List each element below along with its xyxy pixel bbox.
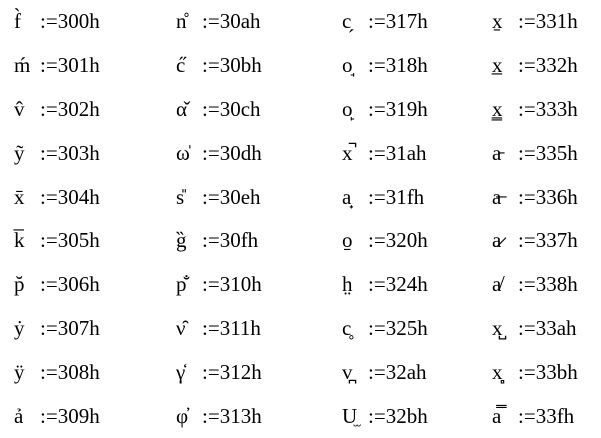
diacritic-symbol: f̀ — [14, 9, 21, 34]
hex-code: 301h — [57, 53, 100, 78]
table-cell — [328, 263, 478, 307]
hex-code: 313h — [219, 403, 262, 428]
diacritic-symbol: U̫ — [342, 403, 358, 428]
hex-code: 331h — [535, 9, 578, 34]
table-cell — [162, 350, 328, 394]
table-cell — [0, 394, 162, 438]
assign-operator: := — [368, 228, 386, 253]
assign-operator: := — [202, 9, 220, 34]
hex-code: 305h — [57, 228, 100, 253]
table-cell — [478, 307, 601, 351]
table-cell — [328, 175, 478, 219]
assign-operator: := — [368, 272, 386, 297]
table-cell — [0, 219, 162, 263]
table-cell — [328, 131, 478, 175]
table-cell — [0, 0, 162, 44]
diacritic-symbol: h̤ — [342, 272, 353, 297]
table-cell — [162, 131, 328, 175]
assign-operator: := — [368, 359, 386, 384]
assign-operator: := — [40, 359, 58, 384]
assign-operator: := — [202, 403, 220, 428]
hex-code: 30dh — [219, 140, 262, 165]
table-cell — [328, 394, 478, 438]
hex-code: 335h — [535, 140, 578, 165]
assign-operator: := — [40, 53, 58, 78]
table-cell — [0, 263, 162, 307]
assign-operator: := — [202, 272, 220, 297]
diacritic-symbol: c̗ — [342, 9, 352, 34]
hex-code: 308h — [57, 359, 100, 384]
table-cell — [162, 219, 328, 263]
hex-code: 311h — [219, 315, 261, 340]
hex-code: 312h — [219, 359, 262, 384]
diacritic-symbol: g̏ — [176, 228, 187, 253]
hex-code: 33ah — [535, 315, 577, 340]
hex-code: 300h — [57, 9, 100, 34]
table-cell — [162, 0, 328, 44]
table-cell — [162, 263, 328, 307]
diacritic-symbol: o̘ — [342, 53, 353, 78]
table-cell — [162, 44, 328, 88]
hex-code: 317h — [385, 9, 428, 34]
hex-code: 310h — [219, 272, 262, 297]
table-cell — [0, 307, 162, 351]
diacritic-symbol: c̥ — [342, 315, 352, 340]
diacritic-symbol: a̸ — [492, 272, 502, 297]
table-cell — [162, 394, 328, 438]
table-cell — [328, 219, 478, 263]
hex-code: 336h — [535, 184, 578, 209]
hex-code: 30eh — [219, 184, 261, 209]
table-cell — [478, 263, 601, 307]
assign-operator: := — [40, 9, 58, 34]
assign-operator: := — [518, 272, 536, 297]
assign-operator: := — [518, 403, 536, 428]
diacritic-symbol: a̟ — [342, 184, 352, 209]
assign-operator: := — [368, 53, 386, 78]
assign-operator: := — [368, 96, 386, 121]
diacritic-symbol: ḿ — [14, 53, 31, 78]
table-cell — [0, 350, 162, 394]
table-cell — [478, 44, 601, 88]
diacritic-symbol: s̎ — [176, 184, 185, 209]
diacritic-symbol: p̆ — [14, 272, 25, 297]
table-cell — [328, 307, 478, 351]
hex-code: 319h — [385, 96, 428, 121]
assign-operator: := — [368, 140, 386, 165]
hex-code: 332h — [535, 53, 578, 78]
diacritic-symbol: x̳ — [492, 96, 503, 121]
table-cell — [328, 350, 478, 394]
assign-operator: := — [368, 403, 386, 428]
table-cell — [162, 175, 328, 219]
hex-code: 306h — [57, 272, 100, 297]
diacritic-symbol: v̪ — [342, 359, 353, 384]
assign-operator: := — [368, 184, 386, 209]
assign-operator: := — [40, 403, 58, 428]
hex-code: 303h — [57, 140, 100, 165]
assign-operator: := — [202, 96, 220, 121]
assign-operator: := — [202, 315, 220, 340]
assign-operator: := — [368, 315, 386, 340]
assign-operator: := — [202, 359, 220, 384]
table-cell — [478, 88, 601, 132]
diacritic-symbol: γ̒ — [176, 359, 186, 384]
diacritic-symbol: n̊ — [176, 9, 187, 34]
table-cell — [162, 307, 328, 351]
assign-operator: := — [518, 359, 536, 384]
diacritic-symbol: a̷ — [492, 228, 502, 253]
table-cell — [478, 131, 601, 175]
diacritic-symbol: ẏ — [14, 315, 25, 340]
table-cell — [478, 394, 601, 438]
diacritic-symbol: φ̓ — [176, 403, 189, 428]
hex-code: 33fh — [535, 403, 575, 428]
hex-code: 325h — [385, 315, 428, 340]
hex-code: 337h — [535, 228, 578, 253]
diacritic-symbol: a̵ — [492, 140, 502, 165]
hex-code: 30ah — [219, 9, 261, 34]
table-cell — [328, 0, 478, 44]
table-cell — [478, 0, 601, 44]
diacritic-symbol: p̐ — [176, 272, 187, 297]
hex-code: 324h — [385, 272, 428, 297]
assign-operator: := — [202, 53, 220, 78]
hex-code: 318h — [385, 53, 428, 78]
diacritic-symbol: a̿ — [492, 403, 502, 428]
table-cell — [0, 44, 162, 88]
diacritic-symbol: x̱ — [492, 9, 503, 34]
hex-code: 309h — [57, 403, 100, 428]
assign-operator: := — [202, 184, 220, 209]
diacritic-symbol: x̚ — [342, 140, 353, 165]
hex-code: 333h — [535, 96, 578, 121]
assign-operator: := — [40, 315, 58, 340]
hex-code: 33bh — [535, 359, 578, 384]
diacritic-symbol: x̻ — [492, 359, 503, 384]
hex-code: 30ch — [219, 96, 261, 121]
table-cell — [478, 175, 601, 219]
assign-operator: := — [518, 228, 536, 253]
hex-code: 30fh — [219, 228, 259, 253]
assign-operator: := — [518, 9, 536, 34]
diacritic-symbol: x̄ — [14, 184, 25, 209]
assign-operator: := — [40, 140, 58, 165]
assign-operator: := — [518, 96, 536, 121]
table-cell — [0, 175, 162, 219]
diacritic-symbol: ω̍ — [176, 140, 190, 165]
diacritic-symbol: x̲ — [492, 53, 503, 78]
diacritic-symbol: c̋ — [176, 53, 186, 78]
assign-operator: := — [40, 184, 58, 209]
diacritic-symbol: k̅ — [14, 228, 25, 253]
assign-operator: := — [518, 315, 536, 340]
diacritic-symbol: ν̑ — [176, 315, 186, 340]
hex-code: 338h — [535, 272, 578, 297]
diacritic-symbol: x̺ — [492, 315, 503, 340]
table-cell — [328, 88, 478, 132]
hex-code: 31fh — [385, 184, 425, 209]
hex-code: 307h — [57, 315, 100, 340]
assign-operator: := — [202, 140, 220, 165]
table-cell — [0, 88, 162, 132]
diacritic-symbol: o̙ — [342, 96, 353, 121]
diacritic-symbol: ÿ — [14, 359, 25, 384]
diacritic-symbol: α̌ — [176, 96, 188, 121]
diacritic-symbol: ỹ — [14, 140, 25, 165]
assign-operator: := — [518, 184, 536, 209]
hex-code: 304h — [57, 184, 100, 209]
hex-code: 32ah — [385, 359, 427, 384]
assign-operator: := — [40, 96, 58, 121]
assign-operator: := — [40, 272, 58, 297]
assign-operator: := — [368, 9, 386, 34]
assign-operator: := — [518, 53, 536, 78]
diacritic-symbol: v̂ — [14, 96, 25, 121]
table-cell — [162, 88, 328, 132]
diacritic-symbol: a̶ — [492, 184, 502, 209]
table-cell — [0, 131, 162, 175]
hex-code: 31ah — [385, 140, 427, 165]
hex-code: 302h — [57, 96, 100, 121]
diacritic-symbol: ả — [14, 403, 24, 428]
assign-operator: := — [202, 228, 220, 253]
table-cell — [478, 219, 601, 263]
hex-code: 32bh — [385, 403, 428, 428]
table-cell — [328, 44, 478, 88]
table-cell — [478, 350, 601, 394]
diacritic-symbol: o̠ — [342, 228, 353, 253]
assign-operator: := — [518, 140, 536, 165]
hex-code: 30bh — [219, 53, 262, 78]
assign-operator: := — [40, 228, 58, 253]
hex-code: 320h — [385, 228, 428, 253]
